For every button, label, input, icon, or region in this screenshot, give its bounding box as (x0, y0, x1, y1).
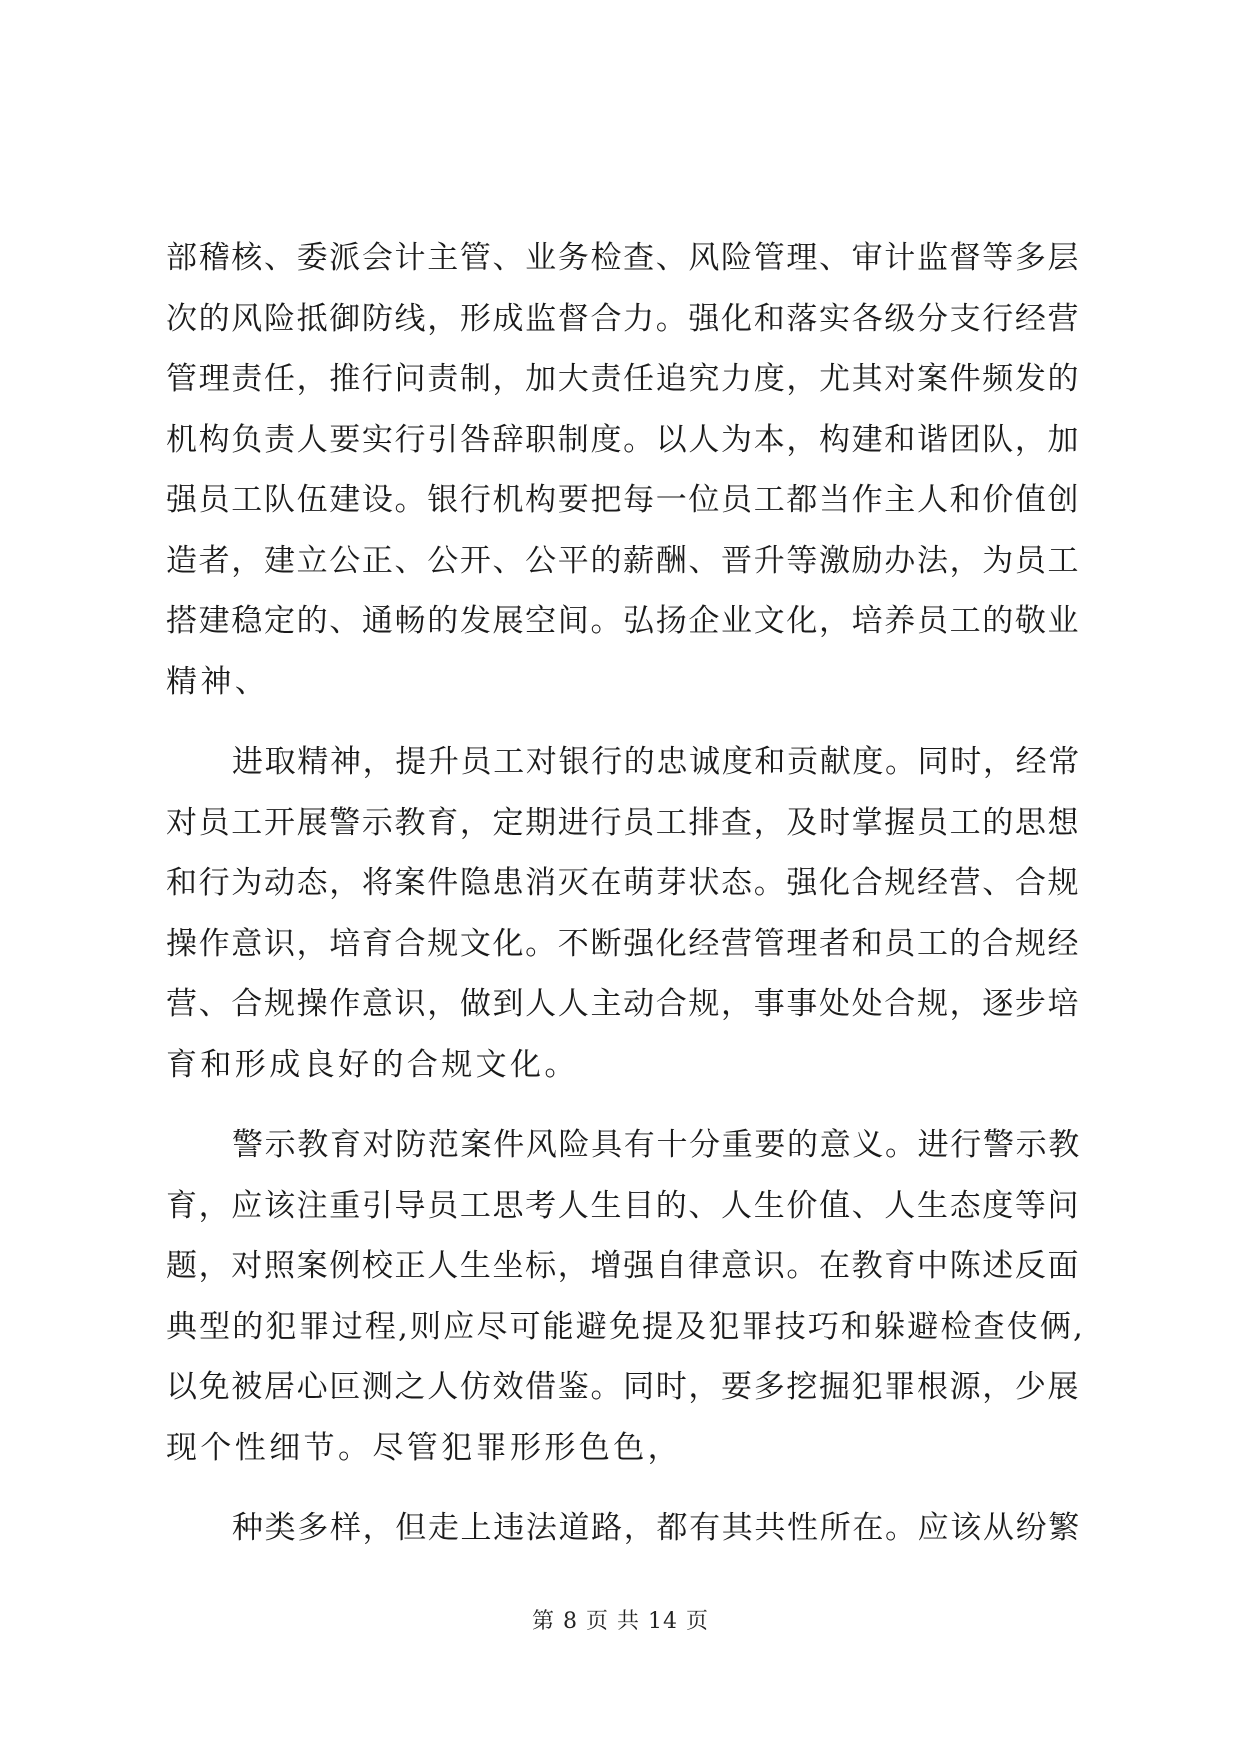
text-line: 警示教育对防范案件风险具有十分重要的意义。进行警示教 (232, 1127, 1081, 1163)
text-line: 以免被居心叵测之人仿效借鉴。同时，要多挖掘犯罪根源，少展 (166, 1369, 1081, 1405)
body-text (166, 228, 1086, 1559)
text-line: 育，应该注重引导员工思考人生目的、人生价值、人生态度等问 (166, 1187, 1081, 1224)
text-line: 对员工开展警示教育，定期进行员工排查，及时掌握员工的思想 (166, 804, 1081, 841)
page-number: 第 8 页 共 14 页 (532, 1609, 709, 1634)
paragraph-1 (166, 228, 1086, 712)
paragraph-3 (166, 1115, 1086, 1478)
text-line: 进取精神，提升员工对银行的忠诚度和贡献度。同时，经常 (232, 744, 1081, 780)
text-line: 造者，建立公正、公开、公平的薪酬、晋升等激励办法，为员工 (166, 542, 1081, 579)
text-line: 现个性细节。尽管犯罪形形色色， (166, 1429, 682, 1466)
text-line: 机构负责人要实行引咎辞职制度。以人为本，构建和谐团队，加 (166, 421, 1081, 458)
paragraph-gap (166, 1478, 1086, 1498)
text-line: 部稽核、委派会计主管、业务检查、风险管理、审计监督等多层 (166, 240, 1081, 276)
text-line: 育和形成良好的合规文化。 (166, 1046, 579, 1083)
text-line: 题，对照案例校正人生坐标，增强自律意识。在教育中陈述反面 (166, 1248, 1081, 1284)
text-line: 典型的犯罪过程,则应尽可能避免提及犯罪技巧和躲避检查伎俩, (166, 1308, 1086, 1345)
text-line: 次的风险抵御防线，形成监督合力。强化和落实各级分支行经营 (166, 300, 1081, 337)
text-line: 营、合规操作意识，做到人人主动合规，事事处处合规，逐步培 (166, 986, 1081, 1022)
page-footer (0, 1604, 1241, 1635)
text-line: 种类多样，但走上违法道路，都有其共性所在。应该从纷繁 (232, 1510, 1081, 1546)
text-line: 搭建稳定的、通畅的发展空间。弘扬企业文化，培养员工的敬业 (166, 603, 1081, 639)
paragraph-gap (166, 1095, 1086, 1115)
text-line: 和行为动态，将案件隐患消灭在萌芽状态。强化合规经营、合规 (166, 865, 1081, 901)
text-line: 管理责任，推行问责制，加大责任追究力度，尤其对案件频发的 (166, 361, 1081, 397)
text-line: 强员工队伍建设。银行机构要把每一位员工都当作主人和价值创 (166, 482, 1081, 518)
text-line: 精神、 (166, 663, 270, 700)
paragraph-2 (166, 732, 1086, 1095)
text-line: 操作意识，培育合规文化。不断强化经营管理者和员工的合规经 (166, 925, 1081, 962)
paragraph-gap (166, 712, 1086, 732)
paragraph-4 (166, 1498, 1086, 1559)
